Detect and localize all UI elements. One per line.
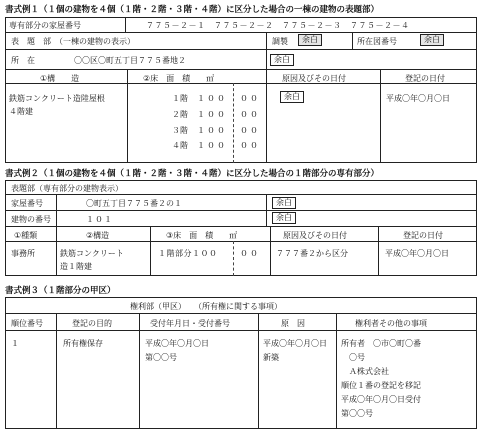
ex3-holder-1: 所有者 〇市〇町〇番 (341, 339, 421, 348)
ex1-floor-2: ２階 (172, 110, 188, 119)
ex1-header-label: 専有部分の家屋番号 (9, 21, 81, 30)
ex3-cause-2: 新築 (263, 353, 279, 362)
ex1-floor-3: ３階 (172, 126, 188, 135)
ex2-col-structure: ②構造 (86, 231, 110, 240)
ex2-col-kind: ①種類 (14, 231, 38, 240)
ex1-chousei-value: 余白 (298, 34, 322, 46)
ex2-kind: 事務所 (11, 249, 35, 258)
ex2-area: １階部分１００ (158, 249, 218, 258)
ex1-cause-value: 余白 (280, 91, 304, 103)
ex1-area-2: １００ (197, 110, 227, 119)
ex3-heading: 書式例３（１階部分の甲区） (5, 286, 116, 296)
ex3-holder-3: Ａ株式会社 (341, 367, 389, 376)
ex2-col-date: 登記の日付 (403, 231, 443, 240)
ex1-col-cause: 原因及びその日付 (282, 74, 346, 83)
ex3-receipt-1: 平成〇年〇月〇日 (145, 339, 209, 348)
ex3-holder-6: 第〇〇号 (341, 409, 373, 418)
ex1-floor-4: ４階 (172, 141, 188, 150)
ex3-holder-5: 平成〇年〇月〇日受付 (341, 395, 421, 404)
ex1-col-structure: ①構 造 (40, 74, 80, 83)
ex3-holder-4: 順位１番の登記を移記 (341, 381, 421, 390)
ex3-col-rank: 順位番号 (11, 319, 43, 328)
ex1-heading: 書式例１（１個の建物を４個（１階・２階・３階・４階）に区分した場合の一棟の建物の表題部） (5, 5, 380, 15)
ex1-area-4: １００ (197, 141, 227, 150)
ex1-area-1: １００ (197, 94, 227, 103)
ex1-title-label: 表 題 部 （一棟の建物の表示） (11, 37, 135, 46)
ex1-map-label: 所在図番号 (357, 37, 397, 46)
ex2-house-value: 〇町五丁目７７５番２の１ (86, 199, 182, 208)
ex2-name-blank: 余白 (272, 212, 296, 224)
ex1-location-value: 〇〇区〇町五丁目７７５番地２ (74, 56, 186, 65)
ex2-col-area: ③床 面 積 ㎡ (166, 231, 238, 240)
ex3-receipt-2: 第〇〇号 (145, 353, 177, 362)
ex2-reg-date: 平成〇年〇月〇日 (385, 249, 449, 258)
ex1-col-date: 登記の日付 (405, 74, 445, 83)
ex1-house-numbers: ７７５－２－１ ７７５－２－２ ７７５－２－３ ７７５－２－４ (146, 21, 410, 30)
ex2-dec: ００ (240, 249, 260, 258)
ex2-name-label: 建物の番号 (11, 215, 51, 224)
ex3-col-holder: 権利者その他の事項 (355, 319, 427, 328)
ex1-location-blank: 余白 (270, 54, 294, 66)
ex2-title-label: 表題部（専有部分の建物表示） (11, 184, 123, 193)
ex1-dec-3: ００ (240, 126, 260, 135)
ex3-rank: １ (11, 339, 19, 348)
ex3-col-cause: 原 因 (281, 319, 305, 328)
ex1-map-value: 余白 (420, 34, 444, 46)
ex2-structure-1: 鉄筋コンクリート (60, 249, 124, 258)
ex1-area-3: １００ (197, 126, 227, 135)
ex2-name-value: １０１ (86, 215, 113, 224)
ex2-heading: 書式例２（１個の建物を４個（１階・２階・３階・４階）に区分した場合の１階部分の専有部分） (5, 169, 380, 179)
ex3-col-purpose: 登記の目的 (72, 319, 112, 328)
ex1-location-label: 所 在 (11, 56, 35, 65)
ex2-col-cause: 原因及びその日付 (283, 231, 347, 240)
ex3-col-receipt: 受付年月日・受付番号 (150, 319, 230, 328)
ex2-house-blank: 余白 (272, 197, 296, 209)
ex1-reg-date: 平成〇年〇月〇日 (386, 94, 450, 103)
ex2-house-label: 家屋番号 (11, 199, 43, 208)
ex1-structure-2: ４階建 (9, 107, 33, 116)
ex1-col-area: ②床 面 積 ㎡ (143, 74, 215, 83)
ex1-dec-1: ００ (240, 94, 260, 103)
ex1-structure-1: 鉄筋コンクリート造陸屋根 (9, 94, 105, 103)
ex1-dec-2: ００ (240, 110, 260, 119)
ex2-structure-2: 造１階建 (60, 262, 92, 271)
ex3-purpose: 所有権保存 (63, 339, 103, 348)
ex1-chousei-label: 調製 (272, 37, 288, 46)
ex3-title: 権利部（甲区） （所有権に関する事項） (130, 302, 282, 311)
ex1-floor-1: １階 (172, 94, 188, 103)
ex3-holder-2: 〇号 (341, 353, 365, 362)
ex3-cause-1: 平成〇年〇月〇日 (263, 339, 327, 348)
ex3-table (5, 297, 477, 429)
ex2-cause: ７７７番２から区分 (276, 249, 348, 258)
ex1-dec-4: ００ (240, 141, 260, 150)
